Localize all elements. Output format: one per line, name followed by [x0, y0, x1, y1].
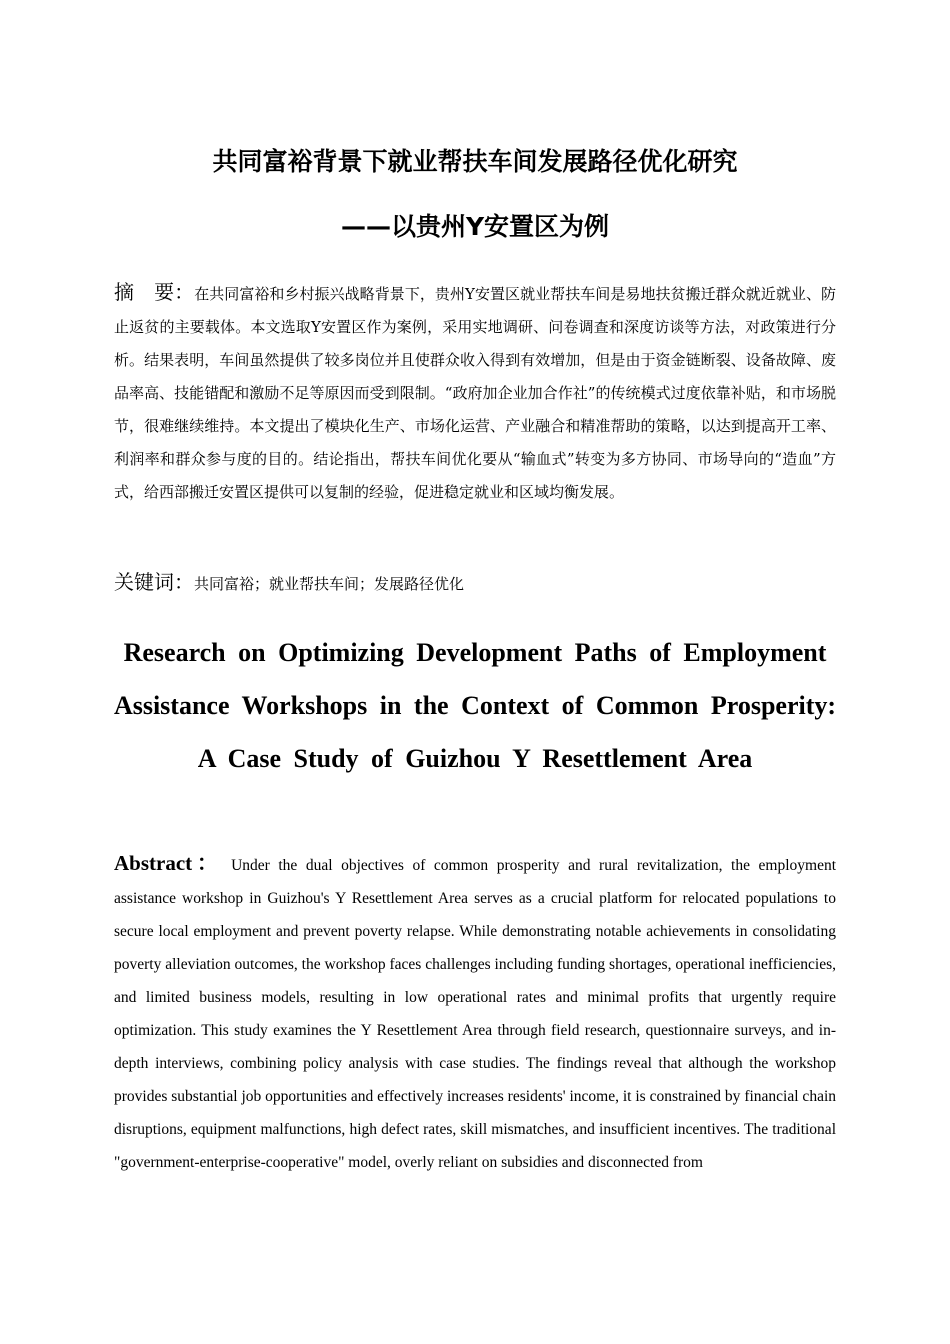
english-title-line-1: Research on Optimizing Development Paths of Employment	[123, 638, 827, 667]
chinese-abstract-label: 摘 要：	[114, 280, 195, 304]
english-abstract-label: Abstract：	[114, 851, 223, 875]
chinese-abstract	[114, 276, 836, 509]
chinese-abstract-text: 在共同富裕和乡村振兴战略背景下，贵州Y安置区就业帮扶车间是易地扶贫搬迁群众就近就业、防止返贫的主要载体。本文选取Y安置区作为案例，采用实地调研、问卷调查和深度访谈等方法，对政策进行分析。结果表明，车间虽然提供了较多岗位并且使群众收入得到有效增加，但是由于资金链断裂、设备故障、废品率高、技能错配和激励不足等原因而受到限制。“政府加企业加合作社”的传统模式过度依靠补贴，和市场脱节，很难继续维持。本文提出了模块化生产、市场化运营、产业融合和精准帮助的策略，以达到提高开工率、利润率和群众参与度的目的。结论指出，帮扶车间优化要从“输血式”转变为多方协同、市场导向的“造血”方式，给西部搬迁安置区提供可以复制的经验，促进稳定就业和区域均衡发展。	[114, 285, 836, 501]
english-abstract-text: Under the dual objectives of common prosperity and rural revitalization, the employment assistance workshop in Guizhou's Y Resettlement Area serves as a crucial platform for relocated populations to secure local employment and prevent poverty relapse. While demonstrating notable achievements in consolidating poverty alleviation outcomes, the workshop faces challenges including funding shortages, operational inefficiencies, and limited business models, resulting in low operational rates and minimal profits that urgently require optimization. This study examines the Y Resettlement Area through field research, questionnaire surveys, and in-depth interviews, combining policy analysis with case studies. The findings reveal that although the workshop provides substantial job opportunities and effectively increases residents' income, it is constrained by financial chain disruptions, equipment malfunctions, high defect rates, skill mismatches, and insufficient incentives. The traditional "government-enterprise-cooperative" model, overly reliant on subsidies and disconnected from	[114, 857, 837, 1171]
english-title-line-2: Assistance Workshops in the Context of Common Prosperity:	[113, 691, 837, 720]
english-abstract	[114, 844, 836, 1179]
chinese-keywords	[114, 566, 836, 601]
chinese-keywords-label: 关键词：	[114, 570, 194, 594]
english-title	[110, 626, 840, 785]
chinese-title: 共同富裕背景下就业帮扶车间发展路径优化研究	[212, 147, 738, 176]
chinese-subtitle: ——以贵州Y安置区为例	[340, 212, 610, 241]
english-title-line-3: A Case Study of Guizhou Y Resettlement Area	[197, 744, 753, 773]
chinese-keywords-text: 共同富裕；就业帮扶车间；发展路径优化	[194, 575, 465, 593]
